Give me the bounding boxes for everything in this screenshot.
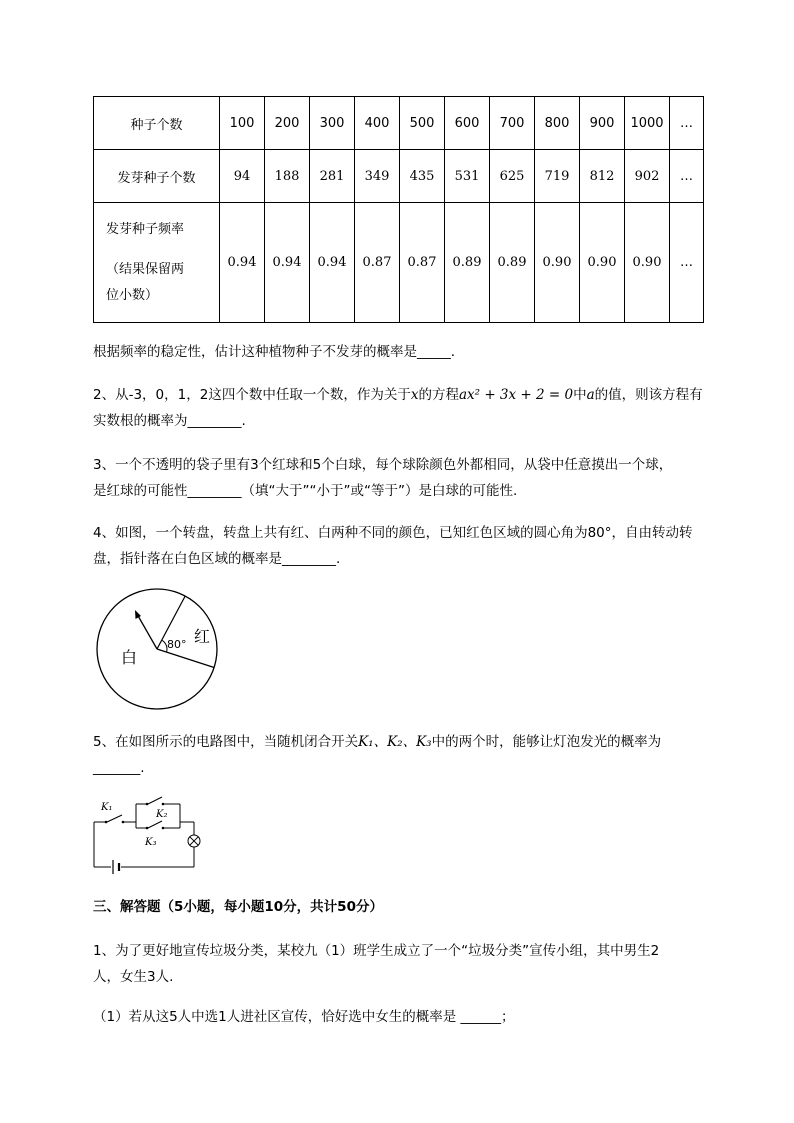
angle-label: 80° — [167, 638, 187, 651]
pointer-arrowhead-icon — [135, 610, 141, 619]
table-cell: 94 — [220, 150, 265, 203]
problem-1-line2: 人，女生3人. — [93, 969, 174, 985]
switch-contact — [146, 803, 149, 806]
question-3 — [93, 452, 753, 504]
k3-switch-blade — [148, 821, 162, 828]
table-cell: 0.87 — [400, 203, 445, 323]
row-header-line: （结果保留两 — [106, 261, 185, 277]
k1-label: K₁ — [101, 802, 113, 813]
table-cell: 800 — [535, 97, 580, 150]
row-header-line: 位小数） — [106, 287, 159, 303]
k1-switch-blade — [107, 815, 122, 822]
row-header-line: 发芽种子频率 — [106, 221, 185, 237]
table-cell: 0.87 — [355, 203, 400, 323]
k3-label: K₃ — [145, 837, 157, 848]
k2-label: K₂ — [156, 809, 168, 820]
table-cell: 435 — [400, 150, 445, 203]
equation: ax² + 3x + 2 = 0 — [458, 387, 574, 403]
row-header: 发芽种子个数 — [94, 150, 220, 203]
table-cell: 900 — [580, 97, 625, 150]
section-3-problem-1 — [93, 938, 753, 990]
question-2-text: 的值，则该方程有 — [594, 387, 703, 403]
table-cell: 0.90 — [580, 203, 625, 323]
table-cell: … — [670, 97, 704, 150]
table-cell: 0.90 — [625, 203, 670, 323]
question-5 — [93, 729, 753, 781]
table-cell: 200 — [265, 97, 310, 150]
spinner-figure — [90, 586, 230, 716]
table-cell: 500 — [400, 97, 445, 150]
table-cell: 902 — [625, 150, 670, 203]
table-row — [94, 97, 704, 150]
table-cell: 100 — [220, 97, 265, 150]
question-2-text: 的方程 — [418, 387, 459, 403]
table-cell: … — [670, 203, 704, 323]
question-3-line1: 3、一个不透明的袋子里有3个红球和5个白球，每个球除颜色外都相同，从袋中任意摸出一个球， — [93, 457, 673, 473]
white-region-label: 白 — [121, 648, 138, 667]
question-3-line2: 是红球的可能性________（填“大于”“小于”或“等于”）是白球的可能性. — [93, 483, 518, 499]
question-2-text: 2、从-3，0，1，2这四个数中任取一个数，作为关于 — [93, 387, 411, 403]
table-cell: 625 — [490, 150, 535, 203]
question-2-text: 中 — [573, 387, 587, 403]
seed-germination-table — [93, 96, 704, 323]
table-cell: 812 — [580, 150, 625, 203]
table-row — [94, 150, 704, 203]
question-2 — [93, 382, 753, 434]
section-3-title: 三、解答题（5小题，每小题10分，共计50分） — [93, 899, 383, 915]
switch-contact — [122, 821, 125, 824]
switch-contact — [162, 827, 165, 830]
table-cell: 0.89 — [445, 203, 490, 323]
question-5-text: 5、在如图所示的电路图中，当随机闭合开关 — [93, 734, 359, 750]
question-5-line2: _______. — [93, 760, 145, 776]
table-cell: 188 — [265, 150, 310, 203]
table-cell: 719 — [535, 150, 580, 203]
question-4-line2: 盘，指针落在白色区域的概率是________. — [93, 551, 341, 567]
red-region-label: 红 — [194, 627, 211, 646]
row-header: 种子个数 — [94, 97, 220, 150]
table-cell: 400 — [355, 97, 400, 150]
table-cell: 0.89 — [490, 203, 535, 323]
question-4-line1: 4、如图，一个转盘，转盘上共有红、白两种不同的颜色，已知红色区域的圆心角为80°，自由转动转 — [93, 525, 693, 541]
sector-boundary-line — [157, 649, 214, 668]
table-cell: … — [670, 150, 704, 203]
switch-contact — [146, 827, 149, 830]
question-5-text: 中的两个时，能够让灯泡发光的概率为 — [431, 734, 662, 750]
switch-contact — [105, 821, 108, 824]
k2-switch-blade — [148, 797, 162, 804]
table-cell: 700 — [490, 97, 535, 150]
table-cell: 349 — [355, 150, 400, 203]
table-cell: 0.94 — [265, 203, 310, 323]
table-cell: 281 — [310, 150, 355, 203]
table-cell: 0.94 — [310, 203, 355, 323]
circuit-diagram — [88, 790, 218, 875]
table-row — [94, 203, 704, 323]
table-cell: 600 — [445, 97, 490, 150]
table-cell: 0.94 — [220, 203, 265, 323]
question-1-tail: 根据频率的稳定性，估计这种植物种子不发芽的概率是_____. — [93, 344, 456, 360]
variable-a: a — [586, 387, 595, 403]
question-2-line2: 实数根的概率为________. — [93, 413, 246, 429]
table-cell: 0.90 — [535, 203, 580, 323]
question-4 — [93, 520, 753, 572]
variable-x: x — [410, 387, 419, 403]
problem-1-subquestion-1: （1）若从这5人中选1人进社区宣传，恰好选中女生的概率是 ______； — [93, 1009, 515, 1025]
table-cell: 531 — [445, 150, 490, 203]
switch-contact — [162, 803, 165, 806]
problem-1-line1: 1、为了更好地宣传垃圾分类，某校九（1）班学生成立了一个“垃圾分类”宣传小组，其中男生2 — [93, 943, 660, 959]
table-cell: 300 — [310, 97, 355, 150]
row-header — [94, 203, 220, 323]
switch-list: K₁、K₂、K₃ — [358, 734, 432, 750]
spinner-pointer — [137, 614, 157, 649]
table-cell: 1000 — [625, 97, 670, 150]
